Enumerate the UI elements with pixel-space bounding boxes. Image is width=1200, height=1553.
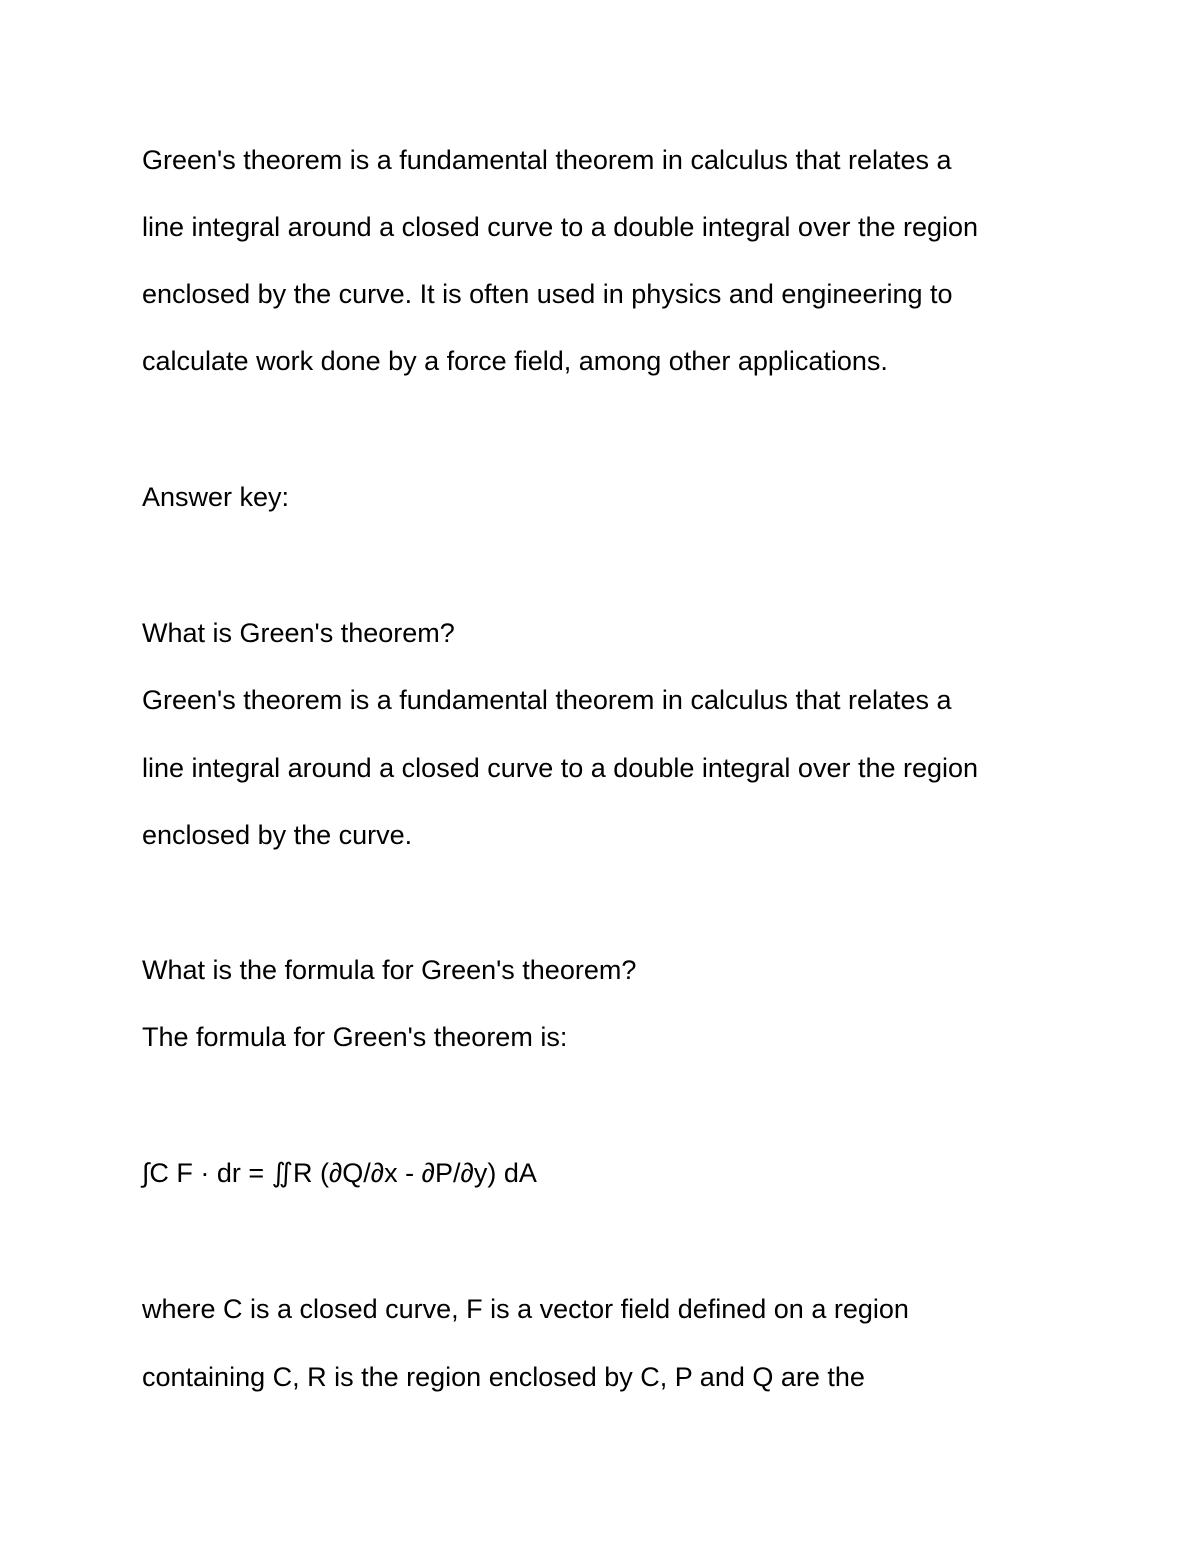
answer-1-line-2: line integral around a closed curve to a double integral over the region [142,753,979,783]
question-1: What is Green's theorem? [142,618,455,648]
question-2: What is the formula for Green's theorem? [142,955,637,985]
intro-line-1: Green's theorem is a fundamental theorem in calculus that relates a [142,145,952,175]
answer-2-intro: The formula for Green's theorem is: [142,1022,568,1052]
intro-line-4: calculate work done by a force field, among other applications. [142,346,888,376]
explanation-line-1: where C is a closed curve, F is a vector field defined on a region [142,1294,909,1324]
answer-1-line-1: Green's theorem is a fundamental theorem in calculus that relates a [142,685,952,715]
intro-line-3: enclosed by the curve. It is often used in physics and engineering to [142,279,953,309]
greens-theorem-formula: ∫C F · dr = ∬R (∂Q/∂x - ∂P/∂y) dA [142,1158,537,1188]
answer-key-heading: Answer key: [142,482,290,512]
intro-line-2: line integral around a closed curve to a double integral over the region [142,212,979,242]
answer-1-line-3: enclosed by the curve. [142,820,413,850]
explanation-line-2: containing C, R is the region enclosed by C, P and Q are the [142,1362,865,1392]
